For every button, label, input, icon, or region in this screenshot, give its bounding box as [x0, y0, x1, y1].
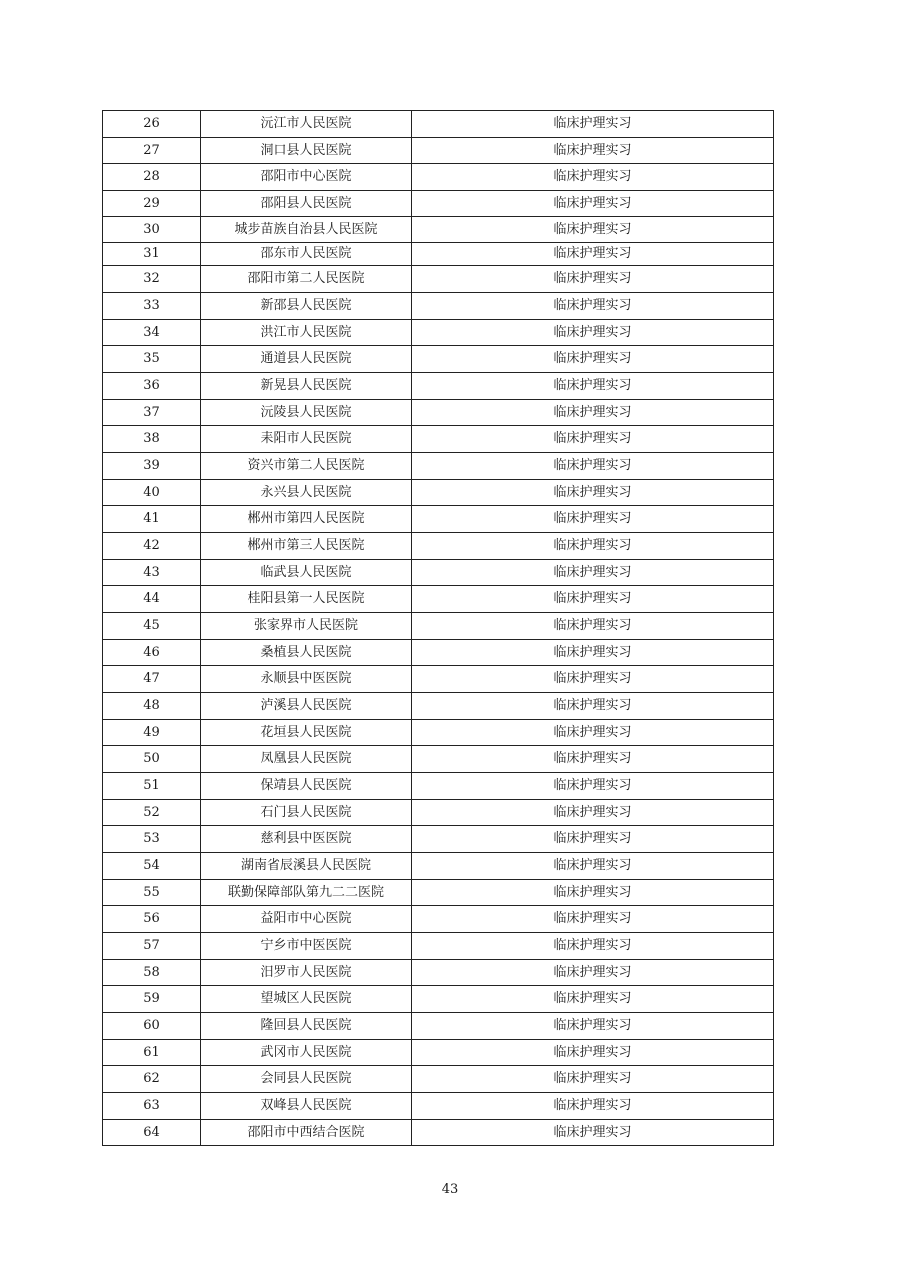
hospital-name-cell: 益阳市中心医院	[201, 906, 412, 933]
hospital-name-cell: 洞口县人民医院	[201, 138, 412, 164]
table-row	[103, 720, 774, 746]
internship-type-cell: 临床护理实习	[412, 960, 774, 986]
hospital-name-cell: 通道县人民医院	[201, 346, 412, 373]
hospital-name-cell: 会同县人民医院	[201, 1066, 412, 1093]
internship-type-cell: 临床护理实习	[412, 1093, 774, 1120]
hospital-name-cell: 联勤保障部队第九二二医院	[201, 880, 412, 906]
hospital-name-cell: 新邵县人民医院	[201, 293, 412, 320]
row-number-cell: 55	[103, 880, 201, 906]
internship-type-cell: 临床护理实习	[412, 266, 774, 293]
hospital-name-cell: 邵阳市中西结合医院	[201, 1120, 412, 1146]
internship-type-cell: 临床护理实习	[412, 426, 774, 453]
row-number-cell: 50	[103, 746, 201, 773]
hospital-table-body	[103, 111, 774, 1146]
table-row	[103, 400, 774, 426]
row-number-cell: 39	[103, 453, 201, 480]
row-number-cell: 34	[103, 320, 201, 346]
table-row	[103, 693, 774, 720]
table-row	[103, 138, 774, 164]
row-number-cell: 26	[103, 111, 201, 138]
hospital-name-cell: 沅江市人民医院	[201, 111, 412, 138]
hospital-name-cell: 郴州市第四人民医院	[201, 506, 412, 533]
internship-type-cell: 临床护理实习	[412, 320, 774, 346]
table-row	[103, 217, 774, 243]
hospital-name-cell: 武冈市人民医院	[201, 1040, 412, 1066]
hospital-name-cell: 城步苗族自治县人民医院	[201, 217, 412, 243]
table-row	[103, 1040, 774, 1066]
row-number-cell: 49	[103, 720, 201, 746]
internship-type-cell: 临床护理实习	[412, 293, 774, 320]
table-row	[103, 560, 774, 586]
hospital-name-cell: 耒阳市人民医院	[201, 426, 412, 453]
table-row	[103, 800, 774, 826]
hospital-name-cell: 慈利县中医医院	[201, 826, 412, 853]
row-number-cell: 58	[103, 960, 201, 986]
internship-type-cell: 临床护理实习	[412, 1013, 774, 1040]
row-number-cell: 32	[103, 266, 201, 293]
hospital-name-cell: 花垣县人民医院	[201, 720, 412, 746]
table-row	[103, 586, 774, 613]
table-row	[103, 164, 774, 191]
internship-type-cell: 临床护理实习	[412, 164, 774, 191]
hospital-name-cell: 汨罗市人民医院	[201, 960, 412, 986]
row-number-cell: 44	[103, 586, 201, 613]
hospital-name-cell: 凤凰县人民医院	[201, 746, 412, 773]
hospital-name-cell: 洪江市人民医院	[201, 320, 412, 346]
table-row	[103, 933, 774, 960]
hospital-name-cell: 望城区人民医院	[201, 986, 412, 1013]
hospital-name-cell: 资兴市第二人民医院	[201, 453, 412, 480]
internship-type-cell: 临床护理实习	[412, 217, 774, 243]
table-row	[103, 1066, 774, 1093]
row-number-cell: 46	[103, 640, 201, 666]
table-row	[103, 533, 774, 560]
hospital-name-cell: 湖南省辰溪县人民医院	[201, 853, 412, 880]
internship-type-cell: 临床护理实习	[412, 586, 774, 613]
row-number-cell: 45	[103, 613, 201, 640]
hospital-name-cell: 石门县人民医院	[201, 800, 412, 826]
row-number-cell: 31	[103, 243, 201, 266]
internship-type-cell: 临床护理实习	[412, 853, 774, 880]
row-number-cell: 38	[103, 426, 201, 453]
table-row	[103, 293, 774, 320]
internship-type-cell: 临床护理实习	[412, 666, 774, 693]
internship-type-cell: 临床护理实习	[412, 373, 774, 400]
page-number: 43	[441, 1182, 459, 1197]
internship-type-cell: 临床护理实习	[412, 453, 774, 480]
row-number-cell: 51	[103, 773, 201, 800]
table-row	[103, 1120, 774, 1146]
internship-type-cell: 临床护理实习	[412, 746, 774, 773]
row-number-cell: 40	[103, 480, 201, 506]
internship-type-cell: 临床护理实习	[412, 560, 774, 586]
internship-type-cell: 临床护理实习	[412, 933, 774, 960]
hospital-name-cell: 永顺县中医医院	[201, 666, 412, 693]
table-row	[103, 906, 774, 933]
table-row	[103, 826, 774, 853]
hospital-name-cell: 宁乡市中医医院	[201, 933, 412, 960]
row-number-cell: 52	[103, 800, 201, 826]
row-number-cell: 43	[103, 560, 201, 586]
row-number-cell: 27	[103, 138, 201, 164]
row-number-cell: 28	[103, 164, 201, 191]
table-row	[103, 453, 774, 480]
internship-type-cell: 临床护理实习	[412, 986, 774, 1013]
row-number-cell: 53	[103, 826, 201, 853]
internship-type-cell: 临床护理实习	[412, 533, 774, 560]
row-number-cell: 35	[103, 346, 201, 373]
hospital-name-cell: 邵阳市第二人民医院	[201, 266, 412, 293]
internship-type-cell: 临床护理实习	[412, 693, 774, 720]
row-number-cell: 33	[103, 293, 201, 320]
hospital-name-cell: 邵东市人民医院	[201, 243, 412, 266]
table-row	[103, 880, 774, 906]
hospital-name-cell: 临武县人民医院	[201, 560, 412, 586]
row-number-cell: 64	[103, 1120, 201, 1146]
table-row	[103, 613, 774, 640]
table-row	[103, 666, 774, 693]
internship-type-cell: 临床护理实习	[412, 400, 774, 426]
row-number-cell: 41	[103, 506, 201, 533]
internship-type-cell: 临床护理实习	[412, 880, 774, 906]
internship-type-cell: 临床护理实习	[412, 243, 774, 266]
internship-type-cell: 临床护理实习	[412, 826, 774, 853]
internship-type-cell: 临床护理实习	[412, 800, 774, 826]
internship-type-cell: 临床护理实习	[412, 191, 774, 217]
row-number-cell: 61	[103, 1040, 201, 1066]
internship-type-cell: 临床护理实习	[412, 1120, 774, 1146]
row-number-cell: 47	[103, 666, 201, 693]
table-row	[103, 640, 774, 666]
hospital-table-container	[102, 110, 773, 1146]
internship-type-cell: 临床护理实习	[412, 613, 774, 640]
table-row	[103, 111, 774, 138]
hospital-name-cell: 泸溪县人民医院	[201, 693, 412, 720]
table-row	[103, 960, 774, 986]
internship-type-cell: 临床护理实习	[412, 138, 774, 164]
hospital-name-cell: 保靖县人民医院	[201, 773, 412, 800]
internship-type-cell: 临床护理实习	[412, 720, 774, 746]
table-row	[103, 853, 774, 880]
row-number-cell: 37	[103, 400, 201, 426]
table-row	[103, 506, 774, 533]
table-row	[103, 1093, 774, 1120]
row-number-cell: 54	[103, 853, 201, 880]
internship-type-cell: 临床护理实习	[412, 480, 774, 506]
table-row	[103, 266, 774, 293]
internship-type-cell: 临床护理实习	[412, 640, 774, 666]
table-row	[103, 480, 774, 506]
table-row	[103, 320, 774, 346]
table-row	[103, 243, 774, 266]
hospital-name-cell: 双峰县人民医院	[201, 1093, 412, 1120]
table-row	[103, 346, 774, 373]
hospital-name-cell: 张家界市人民医院	[201, 613, 412, 640]
hospital-name-cell: 新晃县人民医院	[201, 373, 412, 400]
row-number-cell: 63	[103, 1093, 201, 1120]
hospital-name-cell: 隆回县人民医院	[201, 1013, 412, 1040]
row-number-cell: 56	[103, 906, 201, 933]
hospital-table	[102, 110, 774, 1146]
hospital-name-cell: 桂阳县第一人民医院	[201, 586, 412, 613]
row-number-cell: 48	[103, 693, 201, 720]
internship-type-cell: 临床护理实习	[412, 506, 774, 533]
table-row	[103, 773, 774, 800]
row-number-cell: 60	[103, 1013, 201, 1040]
row-number-cell: 57	[103, 933, 201, 960]
row-number-cell: 62	[103, 1066, 201, 1093]
row-number-cell: 30	[103, 217, 201, 243]
table-row	[103, 746, 774, 773]
table-row	[103, 1013, 774, 1040]
hospital-name-cell: 桑植县人民医院	[201, 640, 412, 666]
hospital-name-cell: 邵阳县人民医院	[201, 191, 412, 217]
hospital-name-cell: 永兴县人民医院	[201, 480, 412, 506]
hospital-name-cell: 邵阳市中心医院	[201, 164, 412, 191]
internship-type-cell: 临床护理实习	[412, 906, 774, 933]
row-number-cell: 42	[103, 533, 201, 560]
internship-type-cell: 临床护理实习	[412, 773, 774, 800]
internship-type-cell: 临床护理实习	[412, 346, 774, 373]
row-number-cell: 36	[103, 373, 201, 400]
table-row	[103, 373, 774, 400]
row-number-cell: 59	[103, 986, 201, 1013]
table-row	[103, 191, 774, 217]
internship-type-cell: 临床护理实习	[412, 1040, 774, 1066]
table-row	[103, 426, 774, 453]
row-number-cell: 29	[103, 191, 201, 217]
internship-type-cell: 临床护理实习	[412, 111, 774, 138]
internship-type-cell: 临床护理实习	[412, 1066, 774, 1093]
hospital-name-cell: 沅陵县人民医院	[201, 400, 412, 426]
table-row	[103, 986, 774, 1013]
hospital-name-cell: 郴州市第三人民医院	[201, 533, 412, 560]
